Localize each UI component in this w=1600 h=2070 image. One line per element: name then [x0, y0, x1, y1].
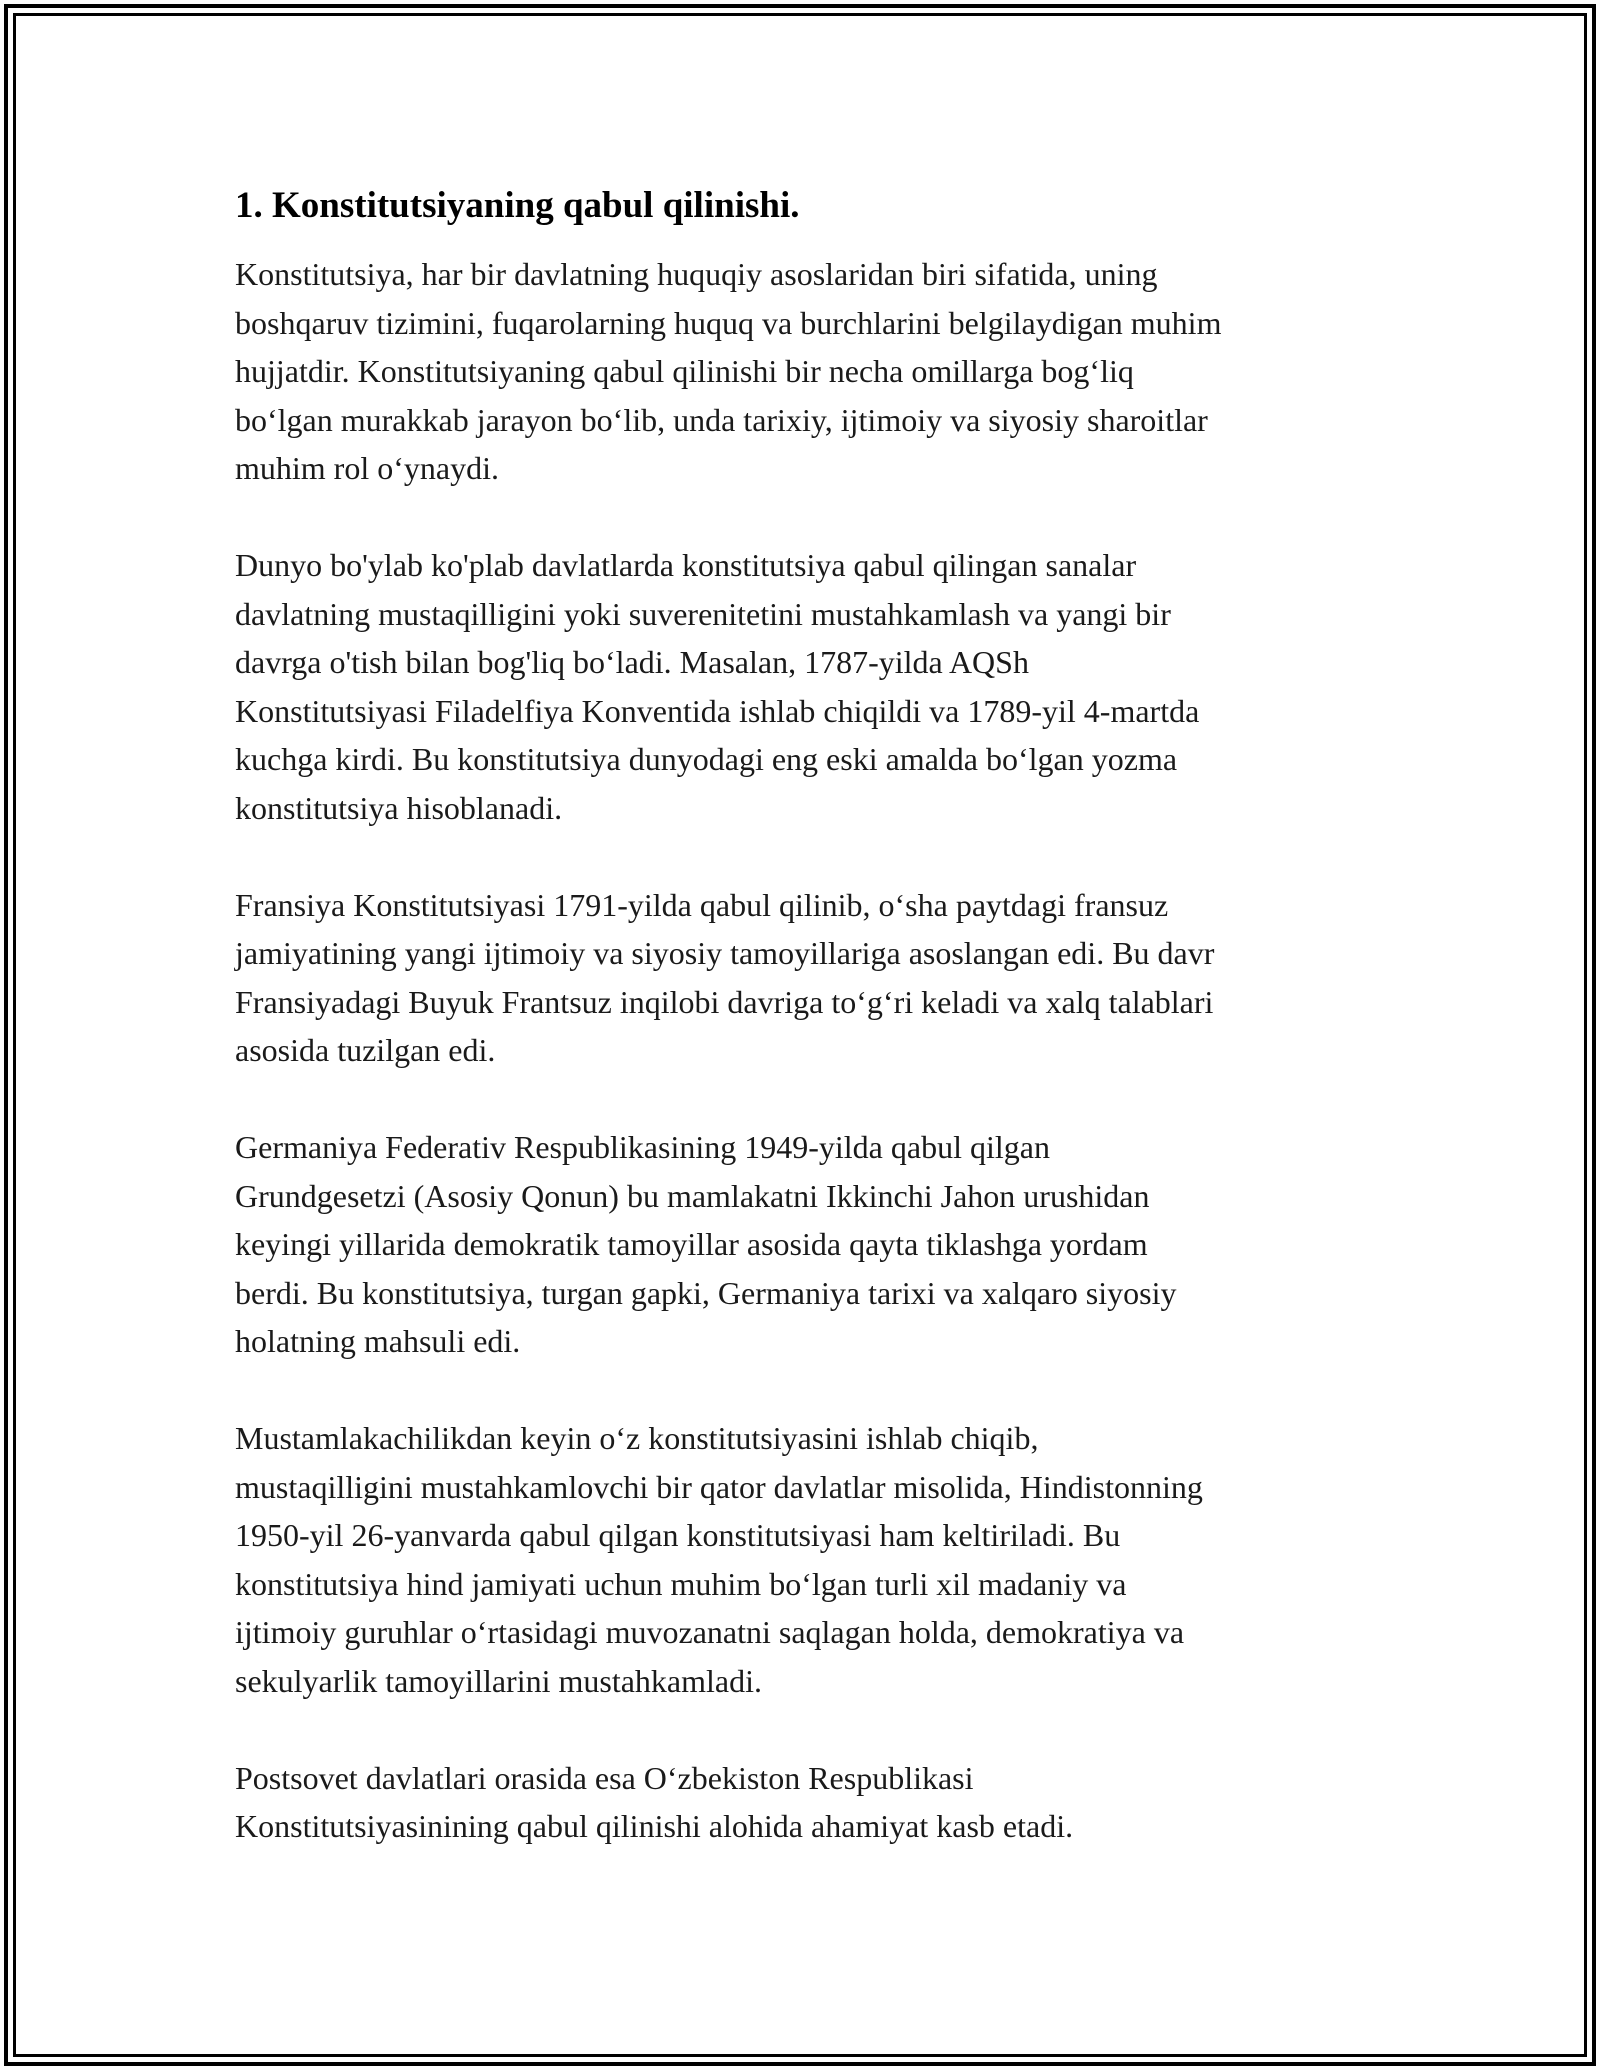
paragraph-2: [235, 541, 1380, 832]
paragraph-line: kuchga kirdi. Bu konstitutsiya dunyodagi eng eski amalda bo‘lgan yozma: [235, 741, 1178, 778]
paragraph-line: muhim rol o‘ynaydi.: [235, 450, 499, 487]
paragraph-line: hujjatdir. Konstitutsiyaning qabul qilinishi bir necha omillarga bog‘liq: [235, 353, 1134, 390]
paragraph-line: jamiyatining yangi ijtimoiy va siyosiy tamoyillariga asoslangan edi. Bu davr: [235, 935, 1215, 972]
paragraph-line: berdi. Bu konstitutsiya, turgan gapki, Germaniya tarixi va xalqaro siyosiy: [235, 1274, 1177, 1311]
paragraph-line: mustaqilligini mustahkamlovchi bir qator davlatlar misolida, Hindistonning: [235, 1468, 1203, 1505]
paragraph-line: konstitutsiya hind jamiyati uchun muhim bo‘lgan turli xil madaniy va: [235, 1565, 1127, 1602]
paragraph-line: holatning mahsuli edi.: [235, 1323, 521, 1360]
paragraph-1: [235, 250, 1380, 493]
paragraph-line: Konstitutsiyasi Filadelfiya Konventida ishlab chiqildi va 1789-yil 4-martda: [235, 692, 1200, 729]
paragraph-line: Mustamlakachilikdan keyin o‘z konstitutsiyasini ishlab chiqib,: [235, 1420, 1039, 1457]
paragraph-line: Konstitutsiyasinining qabul qilinishi alohida ahamiyat kasb etadi.: [235, 1808, 1074, 1845]
paragraph-4: [235, 1123, 1380, 1366]
paragraph-line: sekulyarlik tamoyillarini mustahkamladi.: [235, 1662, 762, 1699]
paragraph-line: Fransiyadagi Buyuk Frantsuz inqilobi davriga to‘g‘ri keladi va xalq talablari: [235, 983, 1214, 1020]
section-heading: 1. Konstitutsiyaning qabul qilinishi.: [235, 185, 800, 226]
paragraph-6: [235, 1754, 1380, 1851]
paragraph-line: Grundgesetzi (Asosiy Qonun) bu mamlakatni Ikkinchi Jahon urushidan: [235, 1177, 1150, 1214]
paragraph-line: 1950-yil 26-yanvarda qabul qilgan konstitutsiyasi ham keltiriladi. Bu: [235, 1517, 1121, 1554]
paragraph-line: Germaniya Federativ Respublikasining 1949-yilda qabul qilgan: [235, 1129, 1050, 1166]
paragraph-line: asosida tuzilgan edi.: [235, 1032, 496, 1069]
paragraph-line: bo‘lgan murakkab jarayon bo‘lib, unda tarixiy, ijtimoiy va siyosiy sharoitlar: [235, 401, 1208, 438]
paragraph-line: boshqaruv tizimini, fuqarolarning huquq va burchlarini belgilaydigan muhim: [235, 304, 1222, 341]
paragraph-line: Postsovet davlatlari orasida esa O‘zbekiston Respublikasi: [235, 1759, 974, 1796]
paragraph-5: [235, 1414, 1380, 1705]
paragraph-line: ijtimoiy guruhlar o‘rtasidagi muvozanatni saqlagan holda, demokratiya va: [235, 1614, 1185, 1651]
paragraph-line: konstitutsiya hisoblanadi.: [235, 789, 563, 826]
paragraph-line: Dunyo bo'ylab ko'plab davlatlarda konstitutsiya qabul qilingan sanalar: [235, 547, 1137, 584]
paragraph-line: davrga o'tish bilan bog'liq bo‘ladi. Masalan, 1787-yilda AQSh: [235, 644, 1029, 681]
document-body: [235, 184, 1380, 1899]
paragraph-3: [235, 881, 1380, 1075]
paragraph-line: Fransiya Konstitutsiyasi 1791-yilda qabul qilinib, o‘sha paytdagi fransuz: [235, 886, 1169, 923]
paragraph-line: keyingi yillarida demokratik tamoyillar asosida qayta tiklashga yordam: [235, 1226, 1148, 1263]
paragraph-line: davlatning mustaqilligini yoki suverenitetini mustahkamlash va yangi bir: [235, 595, 1171, 632]
paragraph-line: Konstitutsiya, har bir davlatning huquqiy asoslaridan biri sifatida, uning: [235, 256, 1158, 293]
